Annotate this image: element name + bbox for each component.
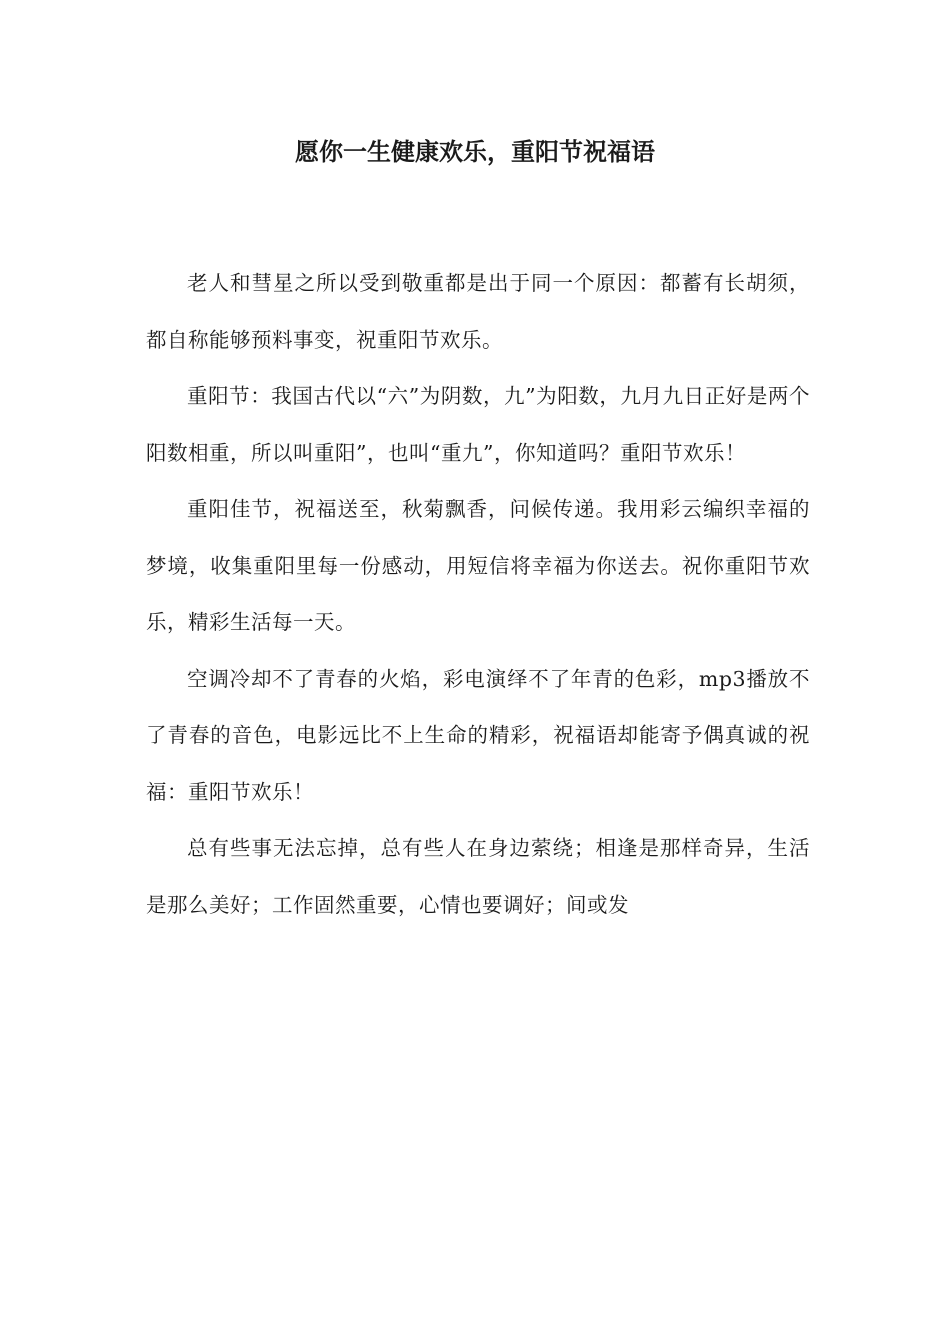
paragraph: 老人和彗星之所以受到敬重都是出于同一个原因：都蓄有长胡须，都自称能够预料事变，祝重阳节欢乐。 [146, 271, 810, 352]
paragraph: 空调冷却不了青春的火焰，彩电演绎不了年青的色彩，mp3播放不了青春的音色，电影远比不上生命的精彩，祝福语却能寄予偶真诚的祝福：重阳节欢乐！ [146, 666, 810, 804]
document-body [146, 255, 810, 933]
paragraph: 重阳节：我国古代以“六”为阴数，九”为阳数，九月九日正好是两个阳数相重，所以叫重阳”，也叫“重九”，你知道吗？重阳节欢乐！ [146, 384, 810, 465]
paragraph: 总有些事无法忘掉，总有些人在身边萦绕；相逢是那样奇异，生活是那么美好；工作固然重要，心情也要调好；间或发 [146, 836, 810, 917]
paragraph: 重阳佳节，祝福送至，秋菊飘香，问候传递。我用彩云编织幸福的梦境，收集重阳里每一份感动，用短信将幸福为你送去。祝你重阳节欢乐，精彩生活每一天。 [146, 497, 810, 634]
page-title: 愿你一生健康欢乐，重阳节祝福语 [295, 137, 655, 166]
